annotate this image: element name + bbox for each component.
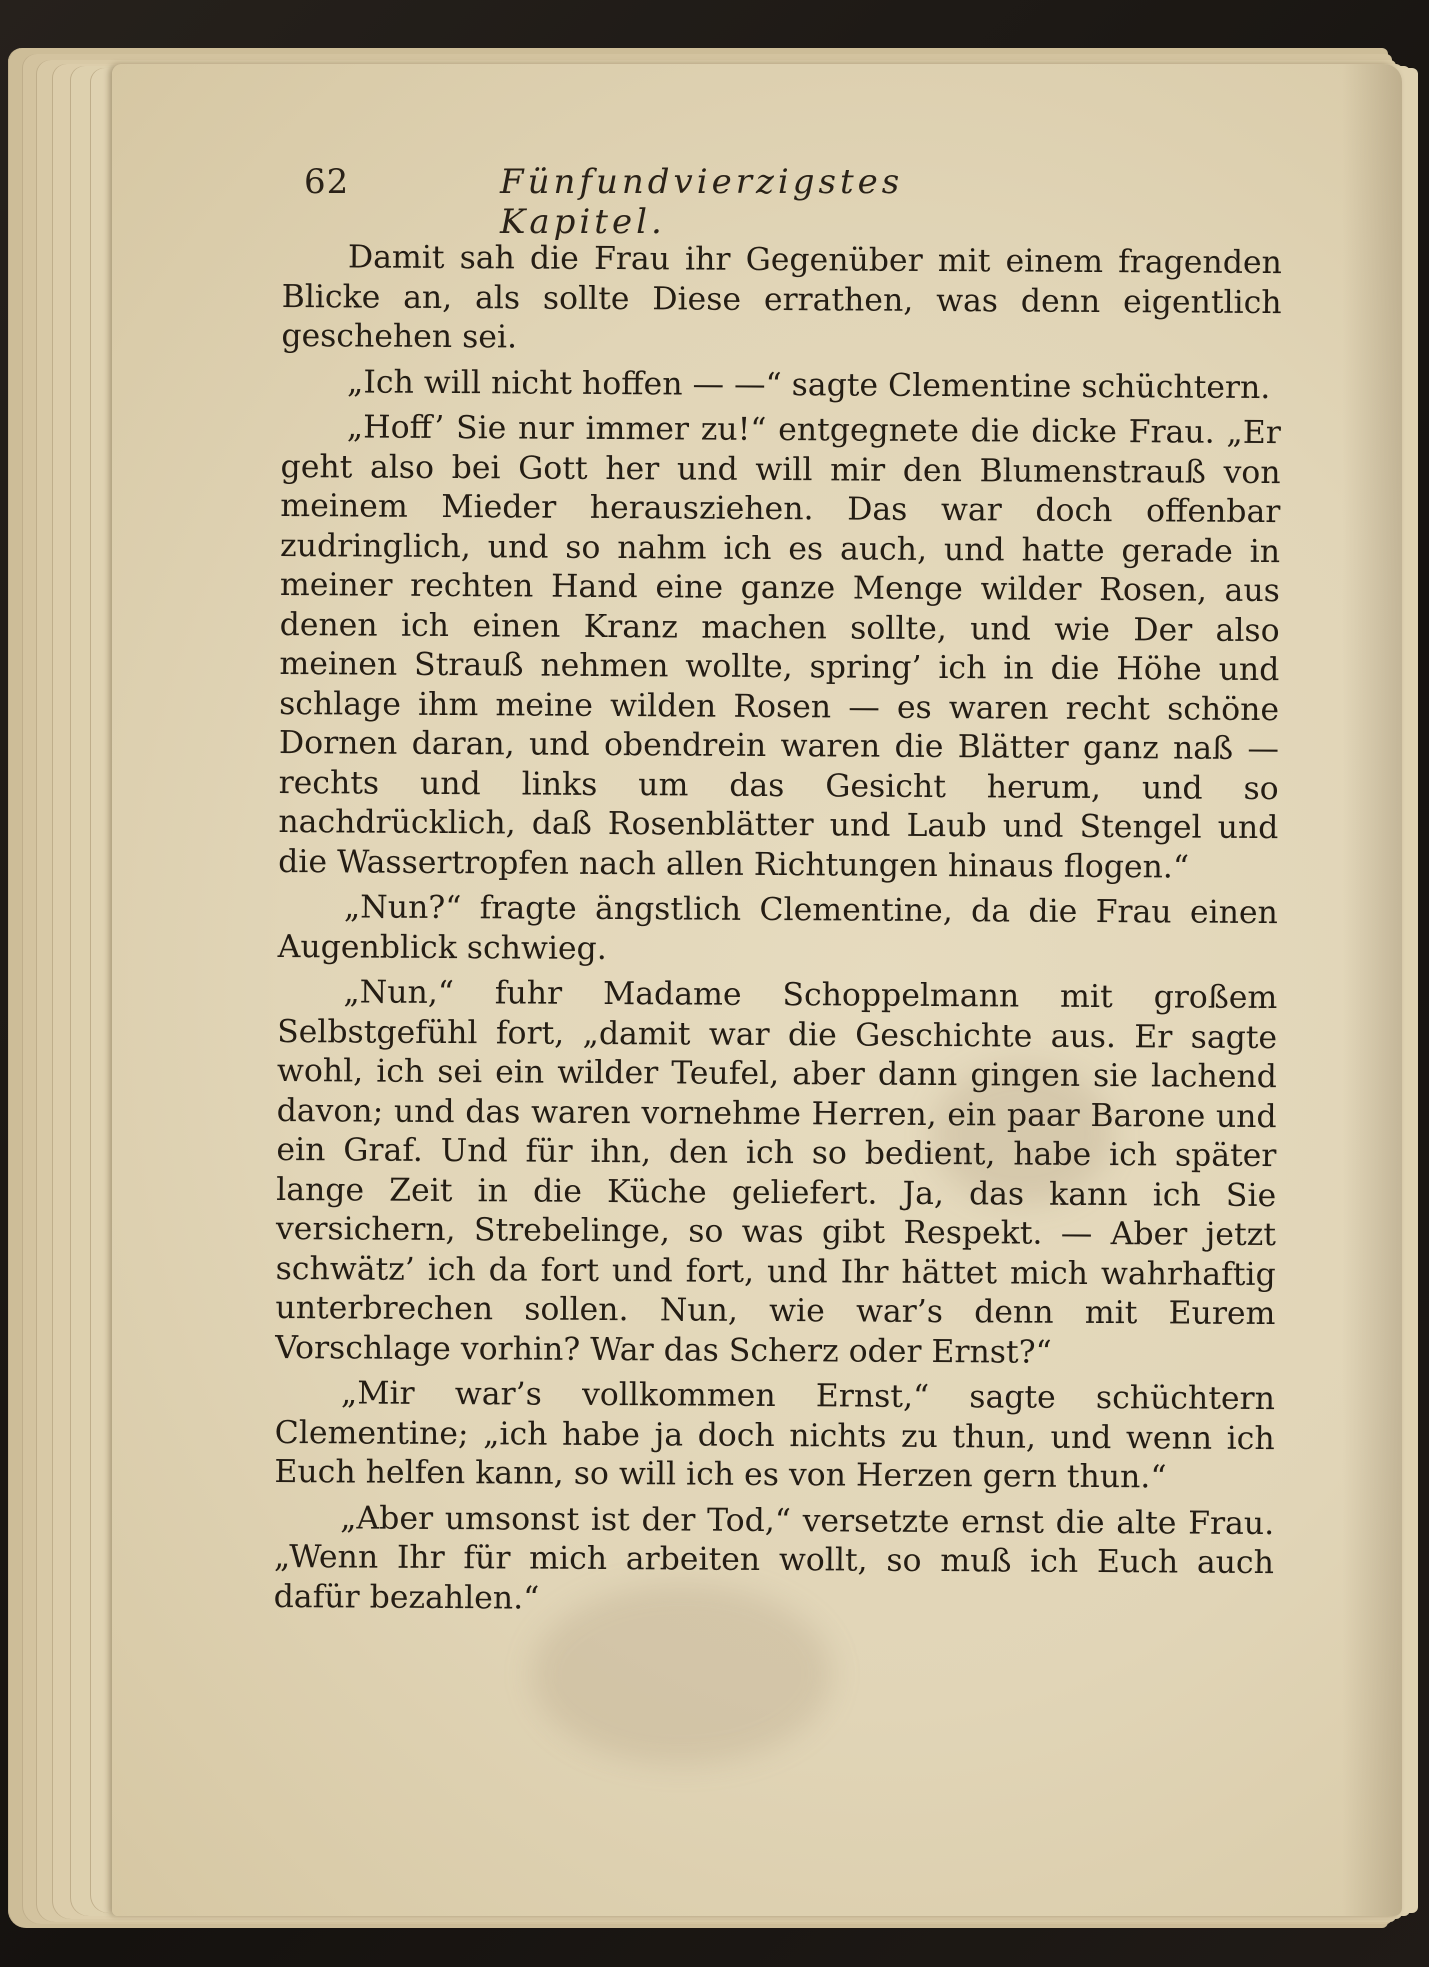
paragraph: „Aber umsonst ist der Tod,“ versetzte ernst die alte Frau. „Wenn Ihr für mich arbeiten wollt, so muß ich Euch auch dafür bezahlen.“ (273, 1499, 1275, 1617)
spine-shadow (1342, 64, 1402, 1916)
page-body (274, 238, 1282, 1629)
running-head: Fünfundvierzigstes Kapitel. (500, 162, 904, 242)
paragraph: „Nun?“ fragte ängstlich Clementine, da die Frau einen Augenblick schwieg. (277, 889, 1279, 967)
paragraph: „Hoff’ Sie nur immer zu!“ entgegnete die dicke Frau. „Er geht also bei Gott her und will mir den Blumenstrauß von meinem Mieder herausziehen. Das war doch offenbar zudringlich, und so nahm ich es auch, und hatte gerade in meiner rechten Hand eine ganze Menge wilder Rosen, aus denen ich einen Kranz machen sollte, und wie Der also meinen Strauß nehmen wollte, spring’ ich in die Höhe und schlage ihm meine wilden Rosen — es waren recht schöne Dornen daran, und obendrein waren die Blätter ganz naß — rechts und links um das Gesicht herum, und so nachdrücklich, daß Rosenblätter und Laub und Stengel und die Wassertropfen nach allen Richtungen hinaus flogen.“ (278, 409, 1281, 886)
paragraph: „Ich will nicht hoffen — —“ sagte Clementine schüchtern. (347, 363, 1271, 406)
paragraph: „Mir war’s vollkommen Ernst,“ sagte schüchtern Clementine; „ich habe ja doch nichts zu thun, und wenn ich Euch helfen kann, so will ich es von Herzen gern thun.“ (274, 1375, 1276, 1496)
page-number: 62 (304, 162, 350, 202)
paragraph: „Nun,“ fuhr Madame Schoppelmann mit großem Selbstgefühl fort, „damit war die Geschichte aus. Er sagte wohl, ich sei ein wilder Teufel, aber dann gingen sie lachend davon; und das waren vornehme Herren, ein paar Barone und ein Graf. Und für ihn, den ich so bedient, habe ich später lange Zeit in die Küche geliefert. Ja, das kann ich Sie versichern, Strebelinge, so was gibt Respekt. — Aber jetzt schwätz’ ich da fort und fort, und Ihr hättet mich wahrhaftig unterbrechen sollen. Nun, wie war’s denn mit Eurem Vorschlage vorhin? War das Scherz oder Ernst?“ (275, 974, 1278, 1371)
page-header (190, 100, 1070, 242)
paragraph: Damit sah die Frau ihr Gegenüber mit einem fragenden Blicke an, als sollte Diese errathen, was denn eigentlich geschehen sei. (281, 239, 1282, 356)
